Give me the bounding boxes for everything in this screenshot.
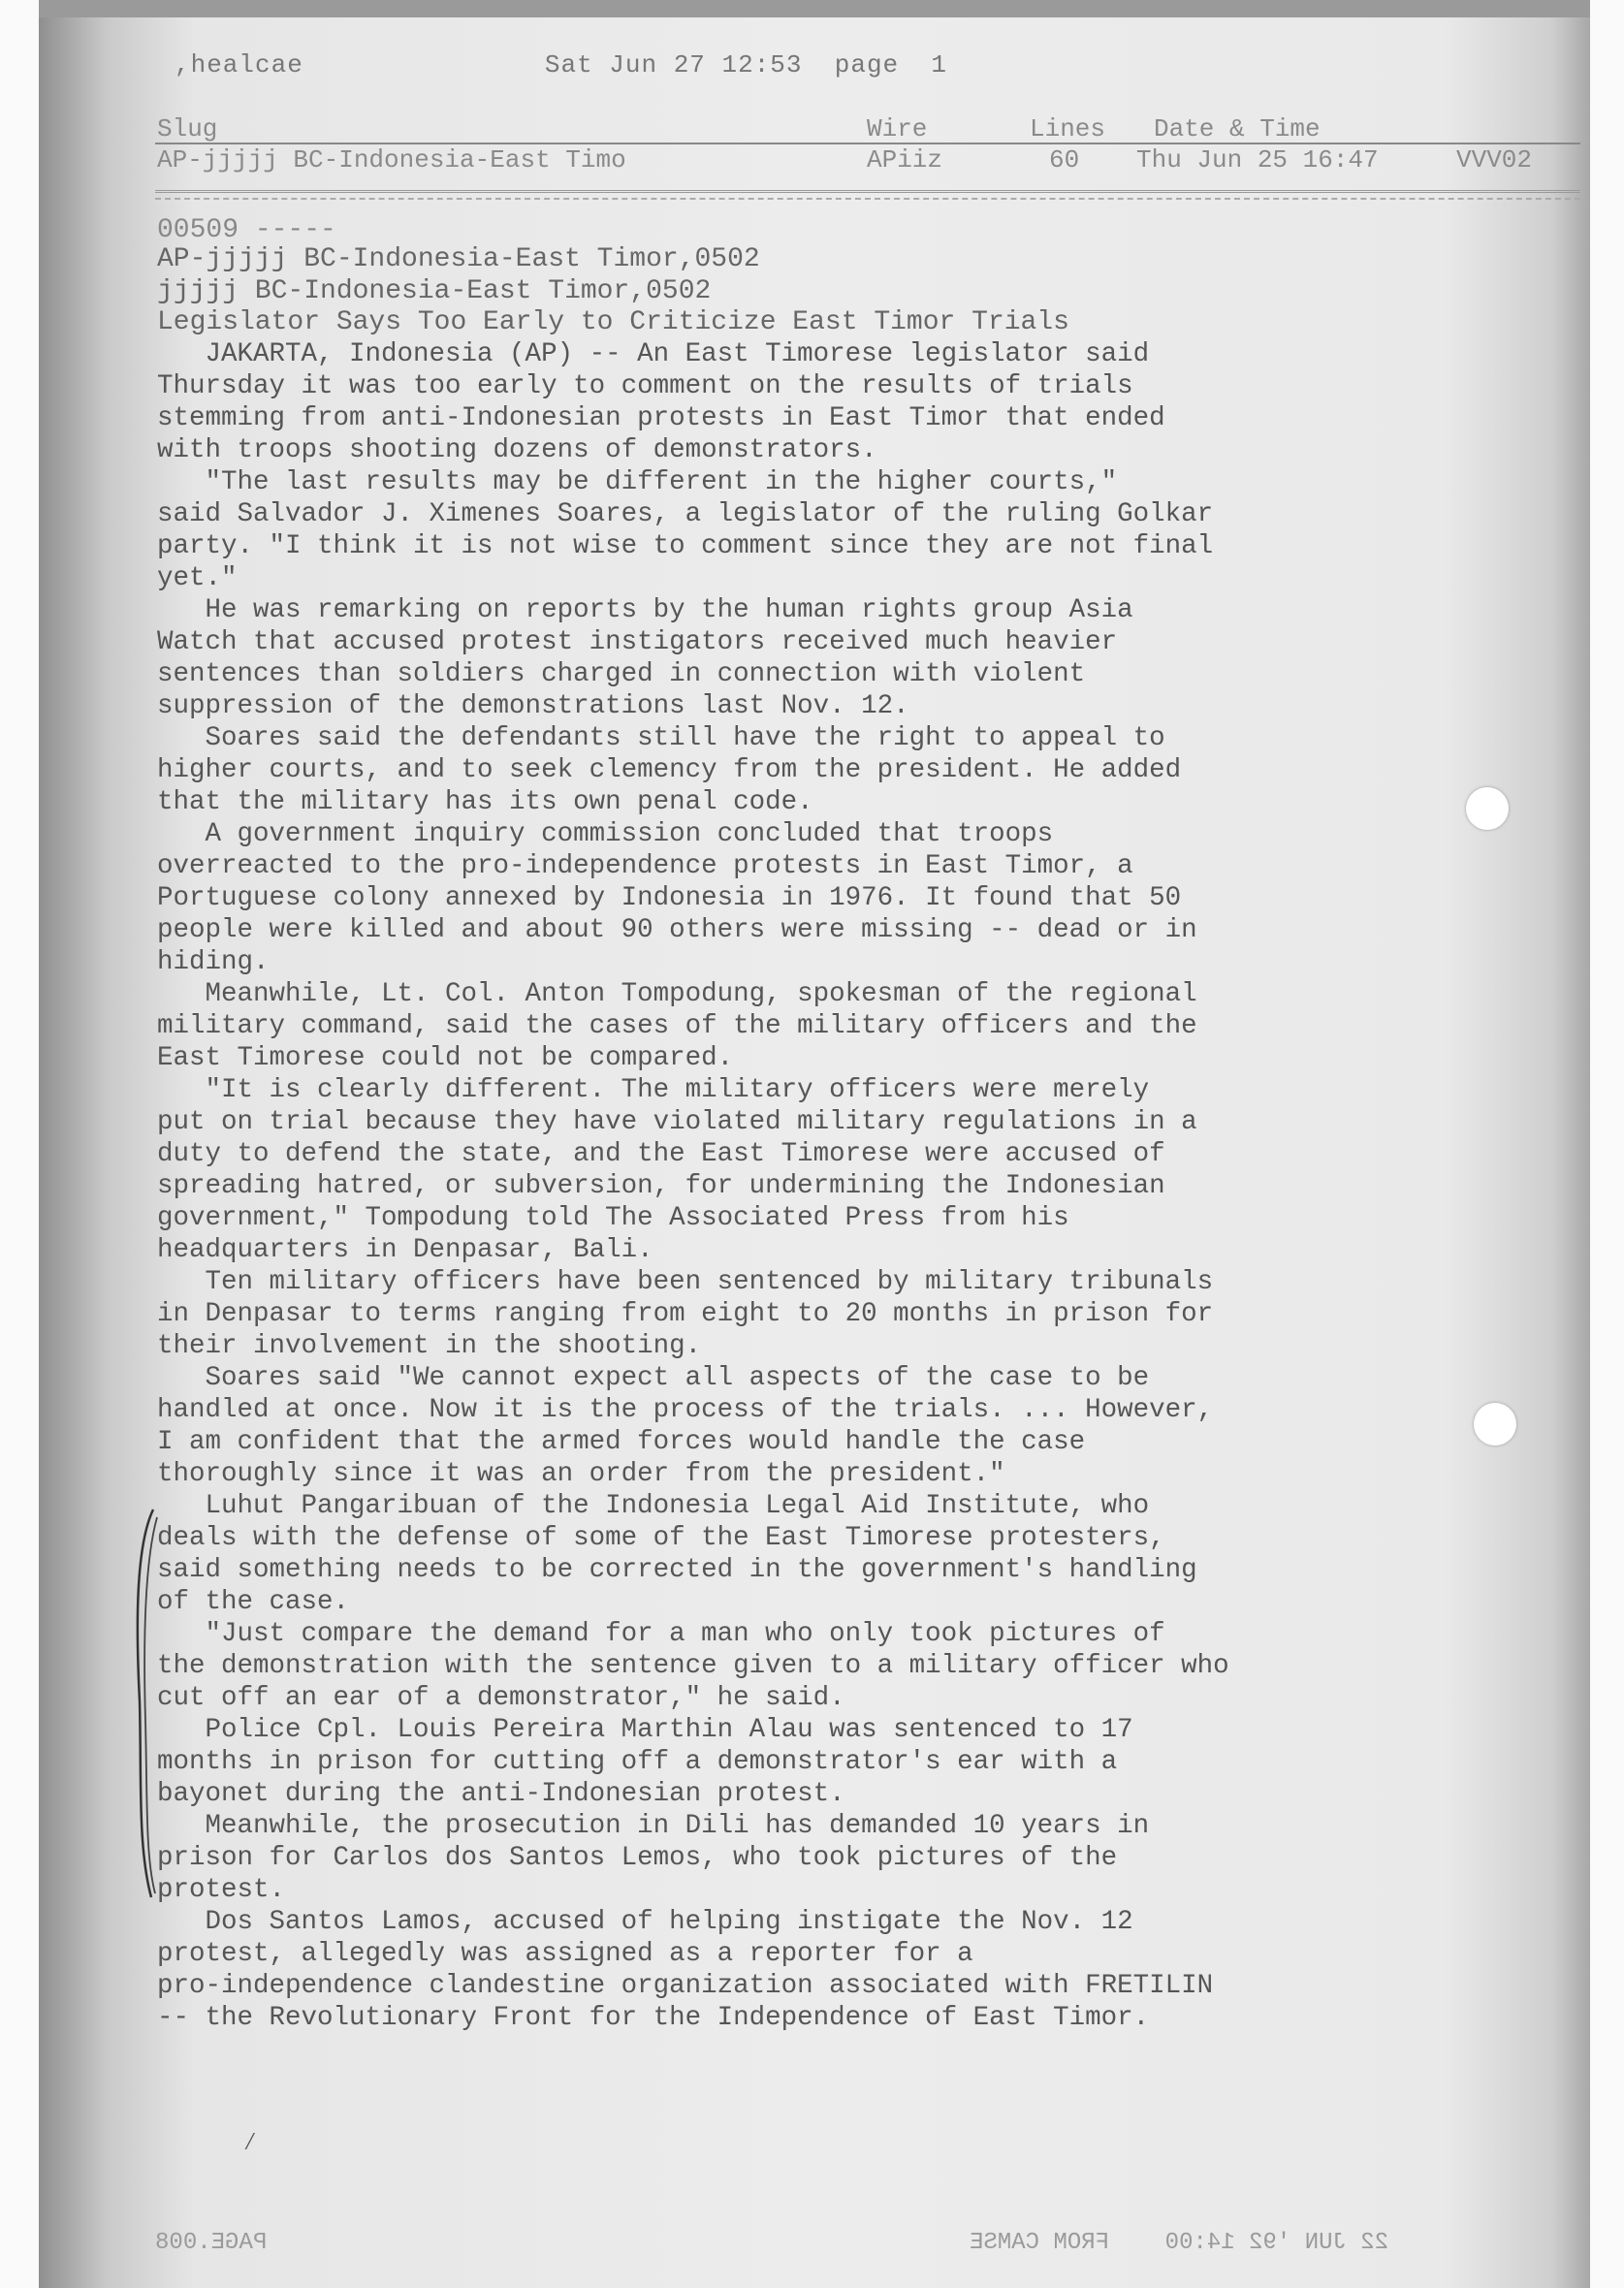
story-slug-2: jjjjj BC-Indonesia-East Timor,0502 [157,276,712,306]
body-line: yet." [157,563,238,593]
body-line: that the military has its own penal code. [157,787,813,817]
body-line: deals with the defense of some of the East Timorese protesters, [157,1523,1165,1553]
body-line: Dos Santos Lamos, accused of helping instigate the Nov. 12 [157,1907,1133,1937]
row-wire: APiiz [867,145,943,175]
body-line: put on trial because they have violated military regulations in a [157,1107,1197,1137]
body-line: Soares said "We cannot expect all aspects of the case to be [157,1363,1150,1393]
body-line: Luhut Pangaribuan of the Indonesia Legal Aid Institute, who [157,1491,1150,1521]
body-line: protest, allegedly was assigned as a reporter for a [157,1939,973,1969]
double-rule [155,190,1580,193]
body-line: months in prison for cutting off a demonstrator's ear with a [157,1747,1118,1777]
body-line: "The last results may be different in the higher courts," [157,467,1118,497]
body-line: cut off an ear of a demonstrator," he said. [157,1683,845,1713]
body-line: pro-independence clandestine organization associated with FRETILIN [157,1971,1214,2001]
header-file: ,healcae [175,50,303,79]
body-line: spreading hatred, or subversion, for undermining the Indonesian [157,1171,1165,1201]
body-line: duty to defend the state, and the East Timorese were accused of [157,1139,1165,1169]
body-line: Portuguese colony annexed by Indonesia in 1976. It found that 50 [157,883,1182,913]
body-line: Ten military officers have been sentenced by military tribunals [157,1267,1214,1297]
header-datetime: Sat Jun 27 12:53 [544,50,803,79]
body-line: Thursday it was too early to comment on the results of trials [157,371,1133,401]
header-page-label: page [834,50,900,79]
scan-top-edge [39,0,1590,17]
body-line: suppression of the demonstrations last Nov. 12. [157,691,909,721]
story-headline: Legislator Says Too Early to Criticize East Timor Trials [157,307,1069,337]
body-line: said Salvador J. Ximenes Soares, a legislator of the ruling Golkar [157,499,1214,529]
body-line: government," Tompodung told The Associated Press from his [157,1203,1069,1233]
body-line: with troops shooting dozens of demonstrators. [157,435,877,465]
body-line: military command, said the cases of the military officers and the [157,1011,1197,1041]
header-page-num: 1 [931,50,947,79]
body-line: protest. [157,1875,286,1905]
body-line: overreacted to the pro-independence protests in East Timor, a [157,851,1133,881]
header-rule [155,143,1580,144]
pen-mark: ⁄ [242,2128,258,2157]
body-line: the demonstration with the sentence given to a military officer who [157,1651,1229,1681]
body-line: their involvement in the shooting. [157,1331,702,1361]
punch-hole [1474,1403,1516,1446]
body-line: A government inquiry commission concluded that troops [157,819,1054,849]
print-header [175,50,947,79]
body-line: East Timorese could not be compared. [157,1043,734,1073]
body-line: hiding. [157,947,270,977]
story-slug-1: AP-jjjjj BC-Indonesia-East Timor,0502 [157,244,760,274]
row-lines: 60 [1049,145,1080,175]
footer-fax-stamp: 22 JUN '92 14:00 FROM CAMSE [970,2230,1389,2256]
body-line: Watch that accused protest instigators received much heavier [157,627,1118,657]
body-line: sentences than soldiers charged in connection with violent [157,659,1086,689]
body-line: people were killed and about 90 others were missing -- dead or in [157,915,1197,945]
body-line: JAKARTA, Indonesia (AP) -- An East Timorese legislator said [157,339,1150,369]
body-line: handled at once. Now it is the process of the trials. ... However, [157,1395,1214,1425]
body-line: I am confident that the armed forces would handle the case [157,1427,1086,1457]
body-line: in Denpasar to terms ranging from eight to 20 months in prison for [157,1299,1214,1329]
col-header-datetime: Date & Time [1154,114,1321,143]
body-line: party. "I think it is not wise to comment since they are not final [157,531,1214,561]
story-body [157,338,1553,2034]
body-line: Police Cpl. Louis Pereira Marthin Alau was sentenced to 17 [157,1715,1133,1745]
dashed-rule [155,198,1580,200]
body-line: thoroughly since it was an order from the president." [157,1459,1005,1489]
body-line: headquarters in Denpasar, Bali. [157,1235,653,1265]
body-line: Meanwhile, the prosecution in Dili has demanded 10 years in [157,1811,1150,1841]
punch-hole [1466,787,1509,830]
row-code: VVV02 [1456,145,1533,175]
body-line: stemming from anti-Indonesian protests in East Timor that ended [157,403,1165,433]
handwritten-margin-bracket [132,1508,171,1900]
body-line: "It is clearly different. The military officers were merely [157,1075,1150,1105]
body-line: bayonet during the anti-Indonesian protest. [157,1779,845,1809]
col-header-wire: Wire [867,114,928,143]
body-line: He was remarking on reports by the human rights group Asia [157,595,1133,625]
body-line: higher courts, and to seek clemency from the president. He added [157,755,1182,785]
body-line: of the case. [157,1587,350,1617]
body-line: "Just compare the demand for a man who only took pictures of [157,1619,1165,1649]
body-line: -- the Revolutionary Front for the Independence of East Timor. [157,2003,1150,2033]
body-line: Meanwhile, Lt. Col. Anton Tompodung, spokesman of the regional [157,979,1197,1009]
col-header-slug: Slug [157,114,218,143]
row-datetime: Thu Jun 25 16:47 [1136,145,1379,175]
row-slug: AP-jjjjj BC-Indonesia-East Timo [157,145,626,175]
footer-fax-page: PAGE.008 [155,2230,268,2256]
body-line: prison for Carlos dos Santos Lemos, who took pictures of the [157,1843,1118,1873]
body-line: said something needs to be corrected in the government's handling [157,1555,1197,1585]
story-code: 00509 ----- [157,215,336,245]
col-header-lines: Lines [1030,114,1106,143]
body-line: Soares said the defendants still have the right to appeal to [157,723,1165,753]
